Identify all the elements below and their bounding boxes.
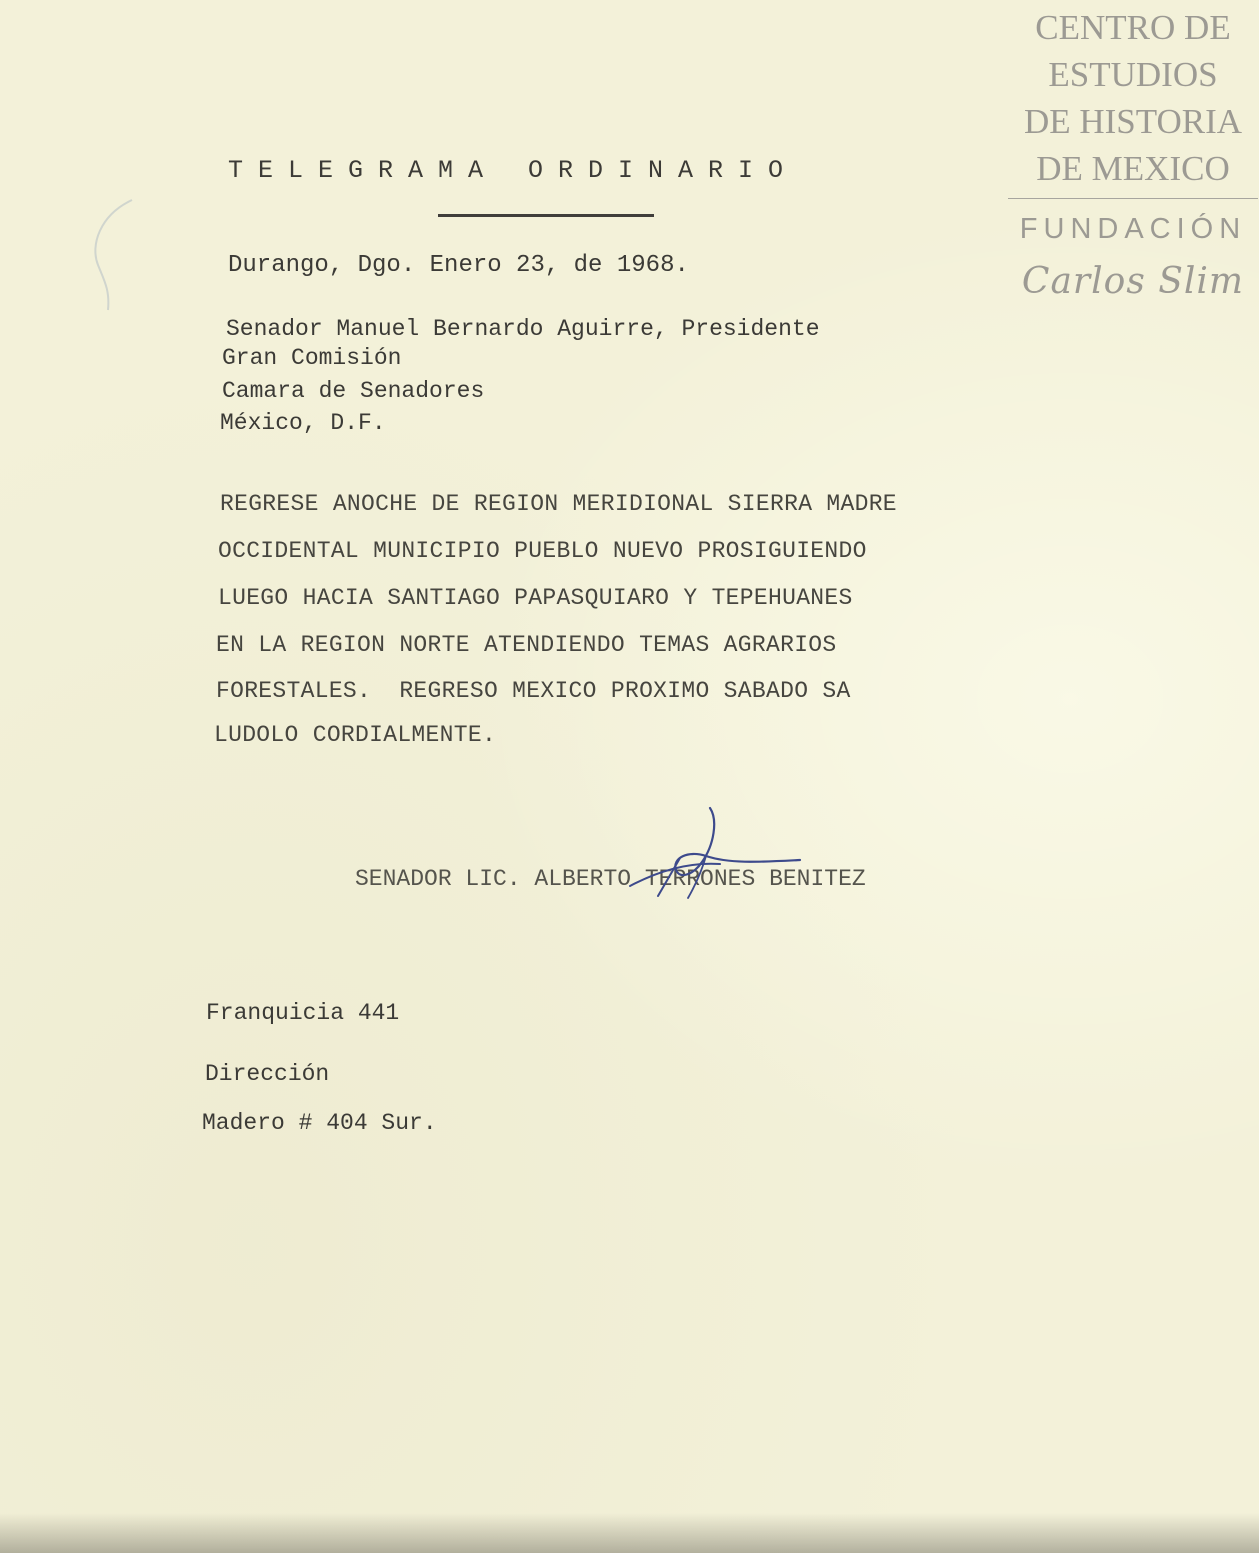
dateline: Durango, Dgo. Enero 23, de 1968.	[228, 252, 689, 279]
signatory-name: SENADOR LIC. ALBERTO TERRONES BENITEZ	[355, 866, 866, 892]
logo-divider	[1008, 198, 1258, 199]
telegram-title: TELEGRAMA ORDINARIO	[228, 156, 799, 185]
addressee-line: México, D.F.	[220, 410, 386, 436]
logo-line-2: ESTUDIOS	[1048, 55, 1218, 94]
message-line: LUEGO HACIA SANTIAGO PAPASQUIARO Y TEPEHUANES	[218, 585, 853, 611]
logo-signature-name: Carlos Slim	[1021, 261, 1245, 302]
franquicia: Franquicia 441	[206, 1000, 400, 1026]
logo-line-3: DE HISTORIA	[1023, 102, 1243, 141]
handwritten-signature	[610, 800, 810, 910]
logo-line-1: CENTRO DE	[1035, 8, 1231, 47]
archive-logo	[1008, 4, 1258, 314]
logo-fundacion: FUNDACIÓN	[1019, 213, 1247, 245]
direccion-label: Dirección	[205, 1061, 330, 1087]
direccion-value: Madero # 404 Sur.	[202, 1110, 437, 1136]
addressee-line: Gran Comisión	[222, 345, 402, 371]
pencil-mark	[80, 195, 140, 315]
message-line: FORESTALES. REGRESO MEXICO PROXIMO SABADO SA	[216, 678, 851, 704]
message-line: REGRESE ANOCHE DE REGION MERIDIONAL SIERRA MADRE	[220, 491, 897, 517]
message-line: OCCIDENTAL MUNICIPIO PUEBLO NUEVO PROSIGUIENDO	[218, 538, 867, 564]
message-line: LUDOLO CORDIALMENTE.	[214, 722, 497, 748]
addressee-line: Senador Manuel Bernardo Aguirre, Presidente	[226, 316, 820, 342]
message-line: EN LA REGION NORTE ATENDIENDO TEMAS AGRARIOS	[216, 632, 837, 658]
title-underline	[438, 214, 654, 217]
logo-line-4: DE MEXICO	[1036, 149, 1230, 188]
addressee-line: Camara de Senadores	[222, 378, 485, 404]
